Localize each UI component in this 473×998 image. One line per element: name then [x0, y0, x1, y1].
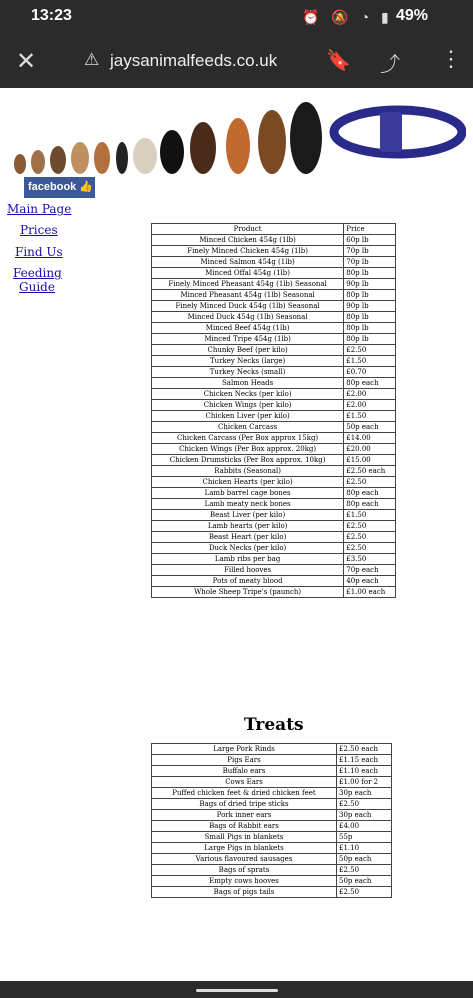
web-page [0, 88, 473, 981]
product-cell: Salmon Heads [152, 378, 344, 389]
table-row [152, 488, 396, 499]
price-cell: Price [344, 224, 396, 235]
price-cell: £1.00 each [344, 587, 396, 598]
table-row [152, 876, 392, 887]
table-row [152, 744, 392, 755]
price-cell: £1.50 [344, 356, 396, 367]
table-row [152, 378, 396, 389]
gesture-nav-bar [0, 981, 473, 998]
table-row [152, 466, 396, 477]
product-cell: Chicken Liver (per kilo) [152, 411, 344, 422]
status-time: 13:23 [31, 7, 72, 24]
product-cell: Turkey Necks (large) [152, 356, 344, 367]
product-cell: Rabbits (Seasonal) [152, 466, 344, 477]
product-cell: Lamb ribs per bag [152, 554, 344, 565]
price-cell: 80p each [344, 499, 396, 510]
product-cell: Chunky Beef (per kilo) [152, 345, 344, 356]
table-row [152, 400, 396, 411]
price-cell: £2.50 [337, 799, 392, 810]
product-cell: Chicken Hearts (per kilo) [152, 477, 344, 488]
price-cell: £20.00 [344, 444, 396, 455]
price-cell: 80p lb [344, 268, 396, 279]
price-cell: £1.50 [344, 510, 396, 521]
table-row [152, 843, 392, 854]
table-row [152, 411, 396, 422]
table-row [152, 279, 396, 290]
table-row [152, 422, 396, 433]
product-cell: Beast Heart (per kilo) [152, 532, 344, 543]
product-cell: Filled hooves [152, 565, 344, 576]
price-cell: 90p lb [344, 279, 396, 290]
thumbs-up-icon: 👍 [79, 181, 94, 193]
price-cell: £2.00 [344, 389, 396, 400]
table-row [152, 821, 392, 832]
product-cell: Minced Offal 454g (1lb) [152, 268, 344, 279]
table-row [152, 257, 396, 268]
nav-find-us[interactable]: Find Us [15, 245, 63, 259]
product-cell: Chicken Necks (per kilo) [152, 389, 344, 400]
table-row [152, 777, 392, 788]
table-row [152, 290, 396, 301]
price-table [151, 223, 396, 598]
price-cell: 80p lb [344, 312, 396, 323]
product-cell: Finely Minced Duck 454g (1lb) Seasonal [152, 301, 344, 312]
product-cell: Cows Ears [152, 777, 337, 788]
facebook-button[interactable]: facebook 👍 [24, 177, 95, 198]
price-cell: £1.10 each [337, 766, 392, 777]
product-cell: Duck Necks (per kilo) [152, 543, 344, 554]
product-cell: Puffed chicken feet & dried chicken feet [152, 788, 337, 799]
table-row [152, 268, 396, 279]
price-cell: £1.00 for 2 [337, 777, 392, 788]
table-row [152, 554, 396, 565]
product-cell: Bags of dried tripe sticks [152, 799, 337, 810]
product-ring-image [326, 100, 466, 160]
product-cell: Chicken Wings (Per Box approx. 20kg) [152, 444, 344, 455]
table-row [152, 301, 396, 312]
product-cell: Large Pigs in blankets [152, 843, 337, 854]
table-row [152, 755, 392, 766]
product-cell: Lamb hearts (per kilo) [152, 521, 344, 532]
nav-prices[interactable]: Prices [20, 223, 58, 237]
product-cell: Minced Tripe 454g (1lb) [152, 334, 344, 345]
price-cell: £2.50 [344, 532, 396, 543]
treats-table [151, 743, 392, 898]
table-row [152, 543, 396, 554]
price-cell: £0.70 [344, 367, 396, 378]
product-cell: Empty cows hooves [152, 876, 337, 887]
bookmark-icon[interactable]: 🔖 [326, 50, 351, 72]
product-cell: Lamb barrel cage bones [152, 488, 344, 499]
product-cell: Minced Chicken 454g (1lb) [152, 235, 344, 246]
product-cell: Lamb meaty neck bones [152, 499, 344, 510]
treats-heading: Treats [244, 715, 304, 735]
table-row [152, 788, 392, 799]
table-row [152, 477, 396, 488]
price-cell: £1.50 [344, 411, 396, 422]
status-bar [0, 0, 473, 36]
price-cell: £14.00 [344, 433, 396, 444]
table-row [152, 499, 396, 510]
product-cell: Chicken Drumsticks (Per Box approx. 10kg) [152, 455, 344, 466]
price-cell: £2.50 each [344, 466, 396, 477]
product-cell: Chicken Carcass [152, 422, 344, 433]
table-row [152, 433, 396, 444]
product-cell: Chicken Wings (per kilo) [152, 400, 344, 411]
product-cell: Bags of pigs tails [152, 887, 337, 898]
close-icon[interactable]: ✕ [16, 48, 37, 75]
nav-feeding-guide[interactable]: Feeding Guide [13, 266, 62, 294]
table-row [152, 766, 392, 777]
price-cell: 80p each [344, 378, 396, 389]
price-cell: £4.00 [337, 821, 392, 832]
price-cell: £1.10 [337, 843, 392, 854]
table-row [152, 587, 396, 598]
table-row [152, 235, 396, 246]
table-row [152, 865, 392, 876]
table-header-row [152, 224, 396, 235]
product-cell: Pork inner ears [152, 810, 337, 821]
product-cell: Buffalo ears [152, 766, 337, 777]
product-cell: Whole Sheep Tripe's (paunch) [152, 587, 344, 598]
product-cell: Minced Duck 454g (1lb) Seasonal [152, 312, 344, 323]
price-cell: 80p lb [344, 290, 396, 301]
table-row [152, 565, 396, 576]
table-row [152, 444, 396, 455]
table-row [152, 832, 392, 843]
price-cell: £3.50 [344, 554, 396, 565]
price-cell: £2.50 [337, 865, 392, 876]
price-cell: 30p each [337, 788, 392, 799]
product-cell: Large Pork Rinds [152, 744, 337, 755]
product-cell: Various flavoured sausages [152, 854, 337, 865]
product-cell: Finely Minced Chicken 454g (1lb) [152, 246, 344, 257]
table-row [152, 356, 396, 367]
price-cell: 70p each [344, 565, 396, 576]
product-cell: Bags of Rabbit ears [152, 821, 337, 832]
price-cell: 80p each [344, 488, 396, 499]
price-cell: 30p each [337, 810, 392, 821]
price-cell: 80p lb [344, 323, 396, 334]
price-cell: 50p each [337, 876, 392, 887]
price-cell: £2.00 [344, 400, 396, 411]
table-row [152, 576, 396, 587]
product-cell: Bags of sprats [152, 865, 337, 876]
table-row [152, 389, 396, 400]
table-row [152, 810, 392, 821]
product-cell: Finely Minced Pheasant 454g (1lb) Seasonal [152, 279, 344, 290]
table-row [152, 334, 396, 345]
price-cell: 90p lb [344, 301, 396, 312]
product-cell: Beast Liver (per kilo) [152, 510, 344, 521]
dogs-banner-image [10, 92, 325, 180]
price-cell: 55p [337, 832, 392, 843]
price-cell: £1.15 each [337, 755, 392, 766]
battery-level: 49% [396, 7, 429, 24]
product-cell: Minced Beef 454g (1lb) [152, 323, 344, 334]
home-gesture-pill[interactable] [196, 989, 278, 992]
price-cell: 60p lb [344, 235, 396, 246]
price-cell: 70p lb [344, 257, 396, 268]
product-cell: Small Pigs in blankets [152, 832, 337, 843]
table-row [152, 510, 396, 521]
product-cell: Turkey Necks (small) [152, 367, 344, 378]
share-icon[interactable]: ⤴ [380, 54, 400, 76]
table-row [152, 246, 396, 257]
price-cell: £2.50 [344, 477, 396, 488]
table-row [152, 455, 396, 466]
price-cell: 50p each [344, 422, 396, 433]
price-cell: £2.50 [344, 521, 396, 532]
table-row [152, 854, 392, 865]
table-row [152, 521, 396, 532]
table-row [152, 532, 396, 543]
table-row [152, 323, 396, 334]
product-cell: Pigs Ears [152, 755, 337, 766]
browser-toolbar [0, 36, 473, 88]
price-cell: 50p each [337, 854, 392, 865]
table-row [152, 887, 392, 898]
product-cell: Pots of meaty blood [152, 576, 344, 587]
product-cell: Chicken Carcass (Per Box approx 15kg) [152, 433, 344, 444]
warning-icon[interactable]: ⚠ [84, 50, 100, 69]
status-icons: ⏰ 🔕 ◔ ▮ [302, 9, 393, 25]
table-row [152, 345, 396, 356]
product-cell: Minced Pheasant 454g (1lb) Seasonal [152, 290, 344, 301]
product-cell: Minced Salmon 454g (1lb) [152, 257, 344, 268]
more-menu-icon[interactable]: ⋮ [440, 46, 462, 71]
price-cell: £2.50 [344, 345, 396, 356]
price-cell: 70p lb [344, 246, 396, 257]
price-cell: £2.50 [337, 887, 392, 898]
nav-main-page[interactable]: Main Page [7, 202, 72, 216]
price-cell: £2.50 each [337, 744, 392, 755]
price-cell: 80p lb [344, 334, 396, 345]
url-text[interactable]: jaysanimalfeeds.co.uk [110, 51, 278, 70]
price-cell: £15.00 [344, 455, 396, 466]
price-cell: 40p each [344, 576, 396, 587]
price-cell: £2.50 [344, 543, 396, 554]
table-row [152, 799, 392, 810]
table-row [152, 312, 396, 323]
table-row [152, 367, 396, 378]
product-cell: Product [152, 224, 344, 235]
